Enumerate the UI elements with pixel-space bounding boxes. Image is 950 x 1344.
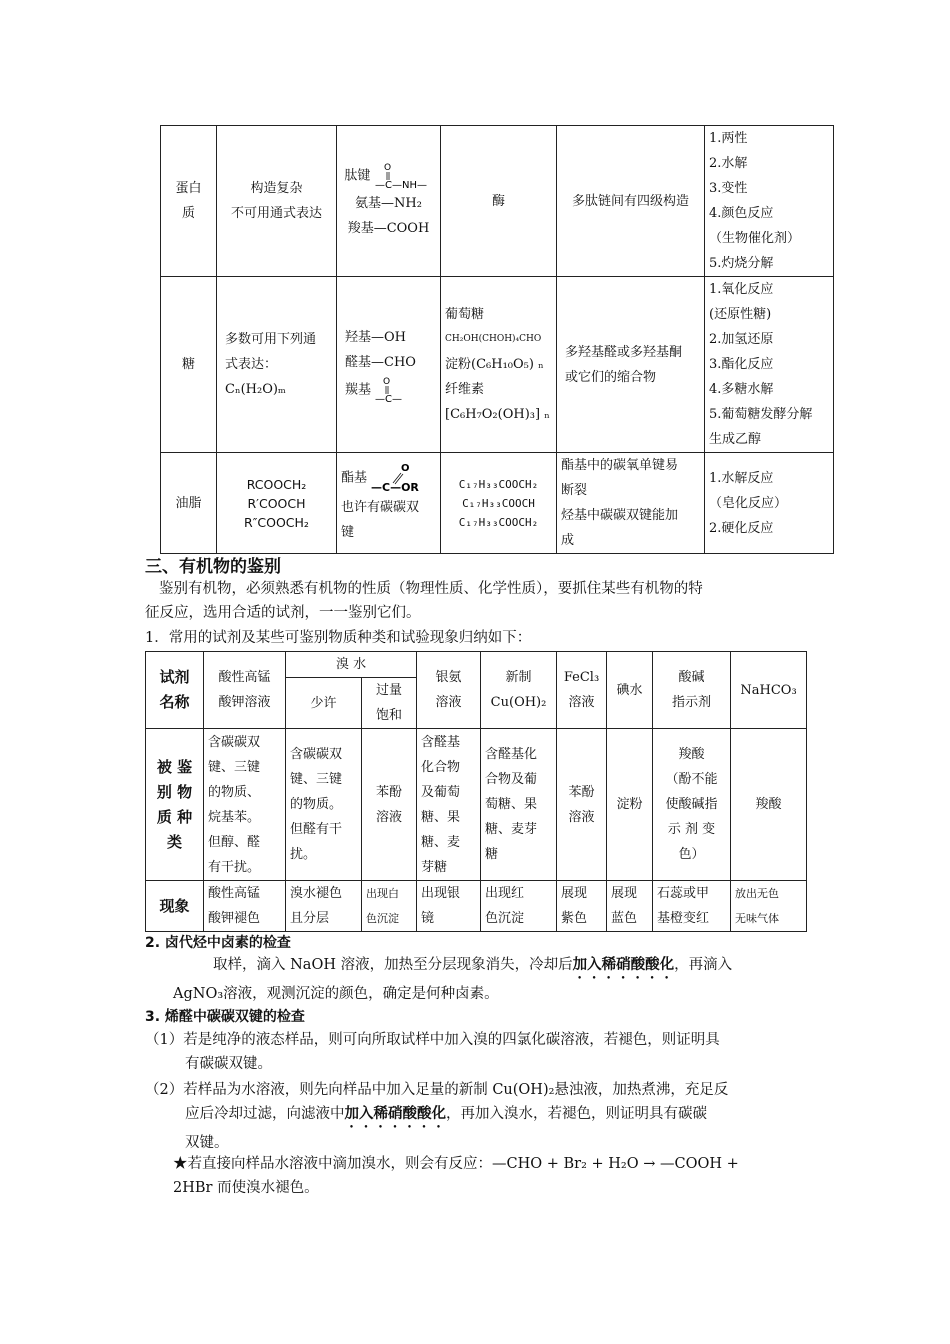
main-properties: 1.两性 2.水解 3.变性 4.颜色反应 （生物催化剂） 5.灼烧分解 — [705, 126, 834, 277]
intro-paragraph: 鉴别有机物，必须熟悉有机物的性质（物理性质、化学性质），要抓住某些有机物的特 征反应，选用合适的试剂，一一鉴别它们。 — [145, 581, 703, 621]
table-row — [161, 126, 834, 277]
phenomenon-copper-hydroxide: 出现红 色沉淀 — [481, 881, 557, 932]
structure-feature: 多肽链间有四级构造 — [557, 126, 705, 277]
cell-silver-ammonia: 含醛基 化合物 及葡萄 糖、果 糖、麦 芽糖 — [417, 729, 481, 881]
item-1: 1．常用的试剂及某些可鉴别物质种类和试验现象归纳如下： — [145, 630, 532, 646]
compound-name: 糖 — [161, 277, 217, 453]
example: 酶 — [441, 126, 557, 277]
cell-iodine-water: 淀粉 — [607, 729, 653, 881]
phenomenon-indicator: 石蕊或甲 基橙变红 — [653, 881, 731, 932]
table-row — [161, 453, 834, 554]
emphasis-text: 加入稀硝酸酸化 — [344, 1105, 446, 1122]
structure-feature: 酯基中的碳氧单键易 断裂 烃基中碳碳双键能加 成 — [557, 453, 705, 554]
organic-compounds-table — [160, 125, 834, 554]
svg-text:O: O — [383, 163, 391, 173]
col-fecl3: FeCl₃ 溶液 — [557, 652, 607, 729]
general-formula: 构造复杂 不可用通式表达 — [217, 126, 337, 277]
general-formula: 多数可用下列通 式表达： Cₙ(H₂O)ₘ — [217, 277, 337, 453]
substances-header: 被 鉴 别 物 质 种 类 — [146, 729, 204, 881]
phenomenon-row — [146, 881, 807, 932]
phenomenon-header: 现象 — [146, 881, 204, 932]
phenomenon-nahco3: 放出无色 无味气体 — [731, 881, 807, 932]
structure-feature: 多羟基醛或多羟基酮 或它们的缩合物 — [557, 277, 705, 453]
col-bromine-small: 少许 — [286, 678, 362, 729]
svg-text:—C—NH—: —C—NH— — [374, 180, 427, 191]
halogen-test-paragraph: 取样，滴入 NaOH 溶液，加热至分层现象消失，冷却后加入稀硝酸酸化，再滴入 AgNO₃溶液，观测沉淀的颜色，确定是何种卤素。 — [173, 956, 733, 1002]
col-kmno4: 酸性高锰 酸钾溶液 — [204, 652, 286, 729]
example: C₁₇H₃₃COOCH₂ C₁₇H₃₃COOCH C₁₇H₃₃COOCH₂ — [441, 453, 557, 554]
main-properties: 1.氧化反应 (还原性糖) 2.加氢还原 3.酯化反应 4.多糖水解 5.葡萄糖发酵分解 生成乙醇 — [705, 277, 834, 453]
peptide-bond-structure — [375, 161, 433, 191]
reagent-header: 试剂 名称 — [146, 652, 204, 729]
svg-text:—C—OR: —C—OR — [371, 481, 420, 494]
carbonyl-group: 羰基 O —C— — [345, 375, 436, 405]
col-iodine-water: 碘水 — [607, 652, 653, 729]
main-properties: 1.水解反应 （皂化反应） 2.硬化反应 — [705, 453, 834, 554]
cell-fecl3: 苯酚 溶液 — [557, 729, 607, 881]
ester-group: 酯基 O —C—OR — [341, 461, 436, 495]
star-note: ★若直接向样品水溶液中滴加溴水，则会有反应：—CHO + Br₂ + H₂O → —COOH + 2HBr 而使溴水褪色。 — [173, 1156, 739, 1196]
functional-groups: 羟基—OH 醛基—CHO 羰基 O —C— — [337, 277, 441, 453]
col-bromine-excess: 过量 饱和 — [362, 678, 417, 729]
col-silver-ammonia: 银氨 溶液 — [417, 652, 481, 729]
section-title: 三、有机物的鉴别 — [145, 557, 281, 577]
svg-text:O: O — [401, 463, 410, 474]
general-formula: RCOOCH₂ R′COOCH R″COOCH₂ — [217, 453, 337, 554]
example: 葡萄糖 CH₂OH(CHOH)₄CHO 淀粉(C₆H₁₀O₅) ₙ 纤维素 [C₆H₇O₂(OH)₃] ₙ — [441, 277, 557, 453]
phenomenon-iodine-water: 展现 蓝色 — [607, 881, 653, 932]
phenomenon-bromine-excess: 出现白 色沉淀 — [362, 881, 417, 932]
phenomenon-silver-ammonia: 出现银 镜 — [417, 881, 481, 932]
cell-indicator: 羧酸 （酚不能 使酸碱指 示 剂 变 色） — [653, 729, 731, 881]
col-bromine-water: 溴 水 — [286, 652, 417, 678]
peptide-bond: 肽键 O —C—NH— — [341, 161, 436, 191]
cell-kmno4: 含碳碳双 键、三键 的物质、 烷基苯。 但醇、醛 有干扰。 — [204, 729, 286, 881]
phenomenon-bromine-small: 溴水褪色 且分层 — [286, 881, 362, 932]
cell-bromine-excess: 苯酚 溶液 — [362, 729, 417, 881]
carbonyl-structure — [375, 375, 409, 405]
reagent-table — [145, 651, 807, 932]
functional-groups: 酯基 O —C—OR 也许有碳碳双 键 — [337, 453, 441, 554]
ester-structure — [371, 461, 429, 495]
col-indicator: 酸碱 指示剂 — [653, 652, 731, 729]
cell-bromine-small: 含碳碳双 键、三键 的物质。 但醛有干 扰。 — [286, 729, 362, 881]
double-bond-test-2: （2）若样品为水溶液，则先向样品中加入足量的新制 Cu(OH)₂悬浊液，加热煮沸，充足反 应后冷却过滤，向滤液中加入稀硝酸酸化，再加入溴水，若褪色，则证明具有碳碳 双键。 — [145, 1082, 729, 1151]
phenomenon-kmno4: 酸性高锰 酸钾褪色 — [204, 881, 286, 932]
compound-name: 油脂 — [161, 453, 217, 554]
emphasis-text: 加入稀硝酸酸化 — [572, 956, 675, 973]
col-nahco3: NaHCO₃ — [731, 652, 807, 729]
subsection-title: 3. 烯醛中碳碳双键的检查 — [145, 1009, 305, 1025]
functional-groups: 肽键 O —C—NH— 氨基—NH₂ 羧基—COOH — [337, 126, 441, 277]
cell-nahco3: 羧酸 — [731, 729, 807, 881]
compound-name: 蛋白质 — [161, 126, 217, 277]
header-row — [146, 652, 807, 678]
identified-substances-row — [146, 729, 807, 881]
table-row — [161, 277, 834, 453]
col-copper-hydroxide: 新制 Cu(OH)₂ — [481, 652, 557, 729]
double-bond-test-1: （1）若是纯净的液态样品，则可向所取试样中加入溴的四氯化碳溶液，若褪色，则证明具 有碳碳双键。 — [145, 1032, 720, 1072]
subsection-title: 2. 卤代烃中卤素的检查 — [145, 935, 291, 951]
svg-text:—C—: —C— — [375, 393, 403, 405]
svg-text:O: O — [383, 376, 391, 387]
cell-copper-hydroxide: 含醛基化 合物及葡 萄糖、果 糖、麦芽 糖 — [481, 729, 557, 881]
phenomenon-fecl3: 展现 紫色 — [557, 881, 607, 932]
